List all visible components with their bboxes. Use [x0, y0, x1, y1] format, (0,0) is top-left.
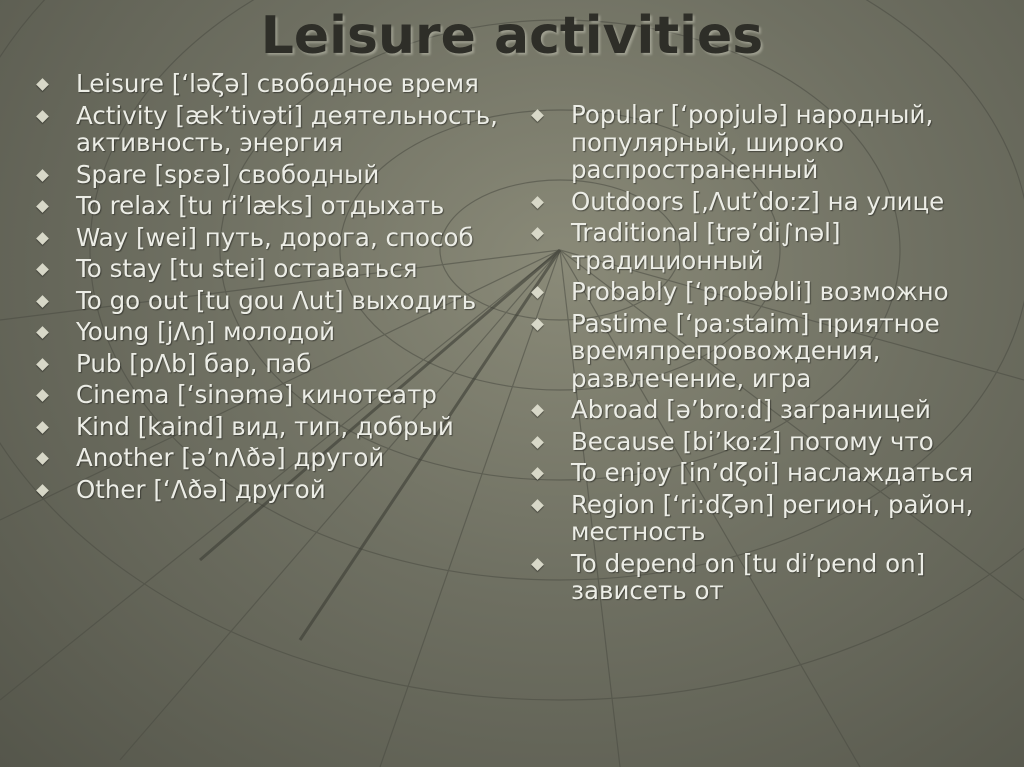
- list-item-text: To stay [tu stei] оставаться: [76, 254, 418, 283]
- list-item: [533, 396, 1013, 424]
- diamond-bullet-icon: [36, 169, 49, 182]
- left-vocabulary-list: [38, 70, 508, 503]
- list-item: [533, 428, 1013, 456]
- list-item: [38, 161, 508, 189]
- diamond-bullet-icon: [36, 389, 49, 402]
- list-item-text: Pastime [‘pa:staim] приятное времяпрепровождения, развлечение, игра: [571, 308, 940, 393]
- list-item-text: To go out [tu gou Λut] выходить: [76, 285, 477, 315]
- list-item: [533, 101, 1013, 184]
- list-item: [38, 350, 508, 378]
- diamond-bullet-icon: [531, 318, 544, 331]
- list-item: [38, 70, 508, 98]
- list-item: [38, 444, 508, 472]
- list-item: [533, 550, 1013, 605]
- list-item: [38, 318, 508, 346]
- list-item-text: Pub [pΛb] бар, паб: [76, 348, 312, 378]
- diamond-bullet-icon: [36, 78, 49, 91]
- list-item: [533, 310, 1013, 393]
- list-item-text: Kind [kaind] вид, тип, добрый: [76, 411, 454, 441]
- list-item-text: Probably [‘probəbli] возможно: [571, 277, 949, 306]
- list-item: [38, 192, 508, 220]
- list-item: [38, 381, 508, 409]
- left-column: [38, 70, 508, 507]
- diamond-bullet-icon: [531, 499, 544, 512]
- list-item: [533, 491, 1013, 546]
- list-item-text: Region [‘ri:dζən] регион, район, местность: [571, 489, 974, 546]
- list-item-text: To enjoy [in’dζoi] наслаждаться: [571, 458, 974, 487]
- list-item: [533, 278, 1013, 306]
- diamond-bullet-icon: [531, 436, 544, 449]
- diamond-bullet-icon: [531, 227, 544, 240]
- list-item-text: Way [wei] путь, дорога, способ: [76, 222, 474, 252]
- list-item-text: Traditional [trə’di∫nəl] традиционный: [571, 218, 841, 275]
- diamond-bullet-icon: [36, 200, 49, 213]
- right-vocabulary-list: [533, 101, 1013, 605]
- list-item-text: Popular [‘popjulə] народный, популярный, широко распространенный: [571, 100, 934, 184]
- list-item-text: Another [ə’nΛðə] другой: [76, 443, 385, 472]
- list-item-text: Young [jΛŋ] молодой: [76, 317, 336, 346]
- list-item: [533, 459, 1013, 487]
- diamond-bullet-icon: [36, 484, 49, 497]
- list-item-text: Outdoors [,Λut’do:z] на улице: [571, 186, 945, 216]
- list-item-text: Other [‘Λðə] другой: [76, 474, 326, 504]
- diamond-bullet-icon: [36, 232, 49, 245]
- diamond-bullet-icon: [531, 558, 544, 571]
- list-item: [533, 188, 1013, 216]
- list-item-text: Spare [spɛə] свободный: [76, 159, 380, 189]
- diamond-bullet-icon: [531, 109, 544, 122]
- list-item-text: Because [bi’ko:z] потому что: [571, 426, 934, 456]
- right-column: [533, 101, 1013, 609]
- page-title: Leisure activities: [260, 6, 764, 66]
- list-item-text: Cinema [‘sinəmə] кинотеатр: [76, 380, 437, 409]
- diamond-bullet-icon: [36, 295, 49, 308]
- diamond-bullet-icon: [36, 421, 49, 434]
- diamond-bullet-icon: [36, 263, 49, 276]
- diamond-bullet-icon: [531, 467, 544, 480]
- diamond-bullet-icon: [36, 326, 49, 339]
- list-item-text: To depend on [tu di’pend on] зависеть от: [571, 548, 926, 605]
- list-item: [38, 476, 508, 504]
- diamond-bullet-icon: [531, 286, 544, 299]
- list-item: [38, 255, 508, 283]
- diamond-bullet-icon: [531, 196, 544, 209]
- diamond-bullet-icon: [36, 452, 49, 465]
- list-item: [38, 287, 508, 315]
- list-item: [38, 413, 508, 441]
- list-item-text: To relax [tu ri’læks] отдыхать: [76, 191, 445, 220]
- list-item-text: Leisure [‘ləζə] свободное время: [76, 69, 479, 98]
- list-item-text: Abroad [ə’bro:d] заграницей: [571, 395, 931, 424]
- diamond-bullet-icon: [36, 358, 49, 371]
- list-item: [38, 224, 508, 252]
- list-item: [38, 102, 508, 157]
- diamond-bullet-icon: [531, 404, 544, 417]
- diamond-bullet-icon: [36, 110, 49, 123]
- list-item-text: Activity [æk’tivəti] деятельность, активность, энергия: [76, 100, 498, 157]
- list-item: [533, 219, 1013, 274]
